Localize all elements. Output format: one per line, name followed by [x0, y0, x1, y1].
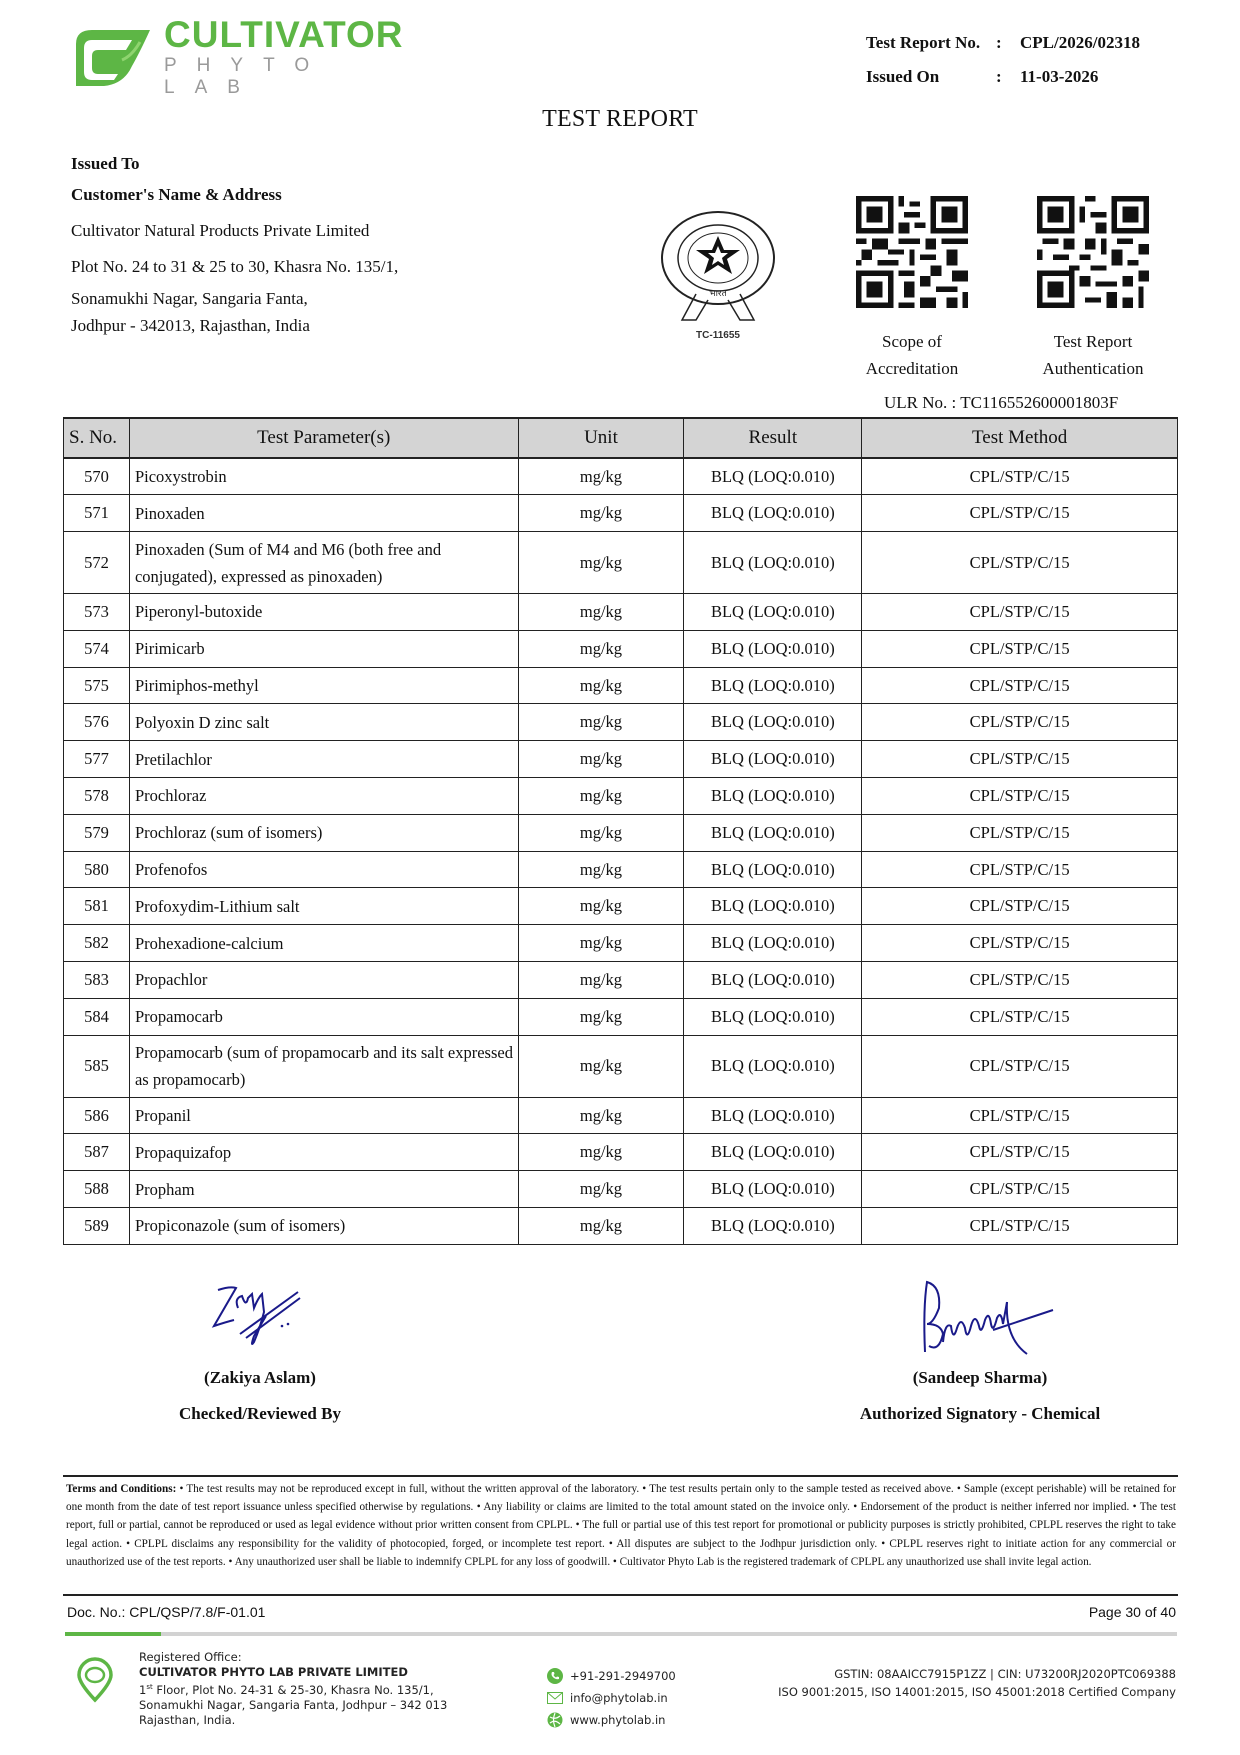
cell-parameter: Pinoxaden [129, 495, 518, 532]
signatory-name: (Sandeep Sharma) [912, 1368, 1048, 1387]
table-row [64, 630, 1178, 667]
signatory-signature-block [840, 1268, 1120, 1432]
email-icon [546, 1689, 564, 1707]
cell-result: BLQ (LOQ:0.010) [684, 1171, 862, 1208]
cell-method: CPL/STP/C/15 [862, 704, 1178, 741]
cell-unit: mg/kg [518, 1097, 684, 1134]
table-row [64, 851, 1178, 888]
cell-unit: mg/kg [518, 925, 684, 962]
cell-result: BLQ (LOQ:0.010) [684, 814, 862, 851]
table-row [64, 532, 1178, 594]
table-row [64, 667, 1178, 704]
terms-label: Terms and Conditions: [66, 1483, 177, 1495]
table-row [64, 962, 1178, 999]
cell-result: BLQ (LOQ:0.010) [684, 704, 862, 741]
cultivator-logo [70, 14, 420, 98]
office-label: Registered Office: [139, 1650, 242, 1664]
cell-parameter: Pirimiphos-methyl [129, 667, 518, 704]
cell-result: BLQ (LOQ:0.010) [684, 888, 862, 925]
leaf-logo-icon [70, 26, 154, 90]
company-identifiers [778, 1665, 1176, 1701]
ulr-label: ULR No. [884, 393, 948, 412]
contact-details [546, 1665, 676, 1731]
table-row [64, 814, 1178, 851]
brand-sub: PHYTO LAB [164, 55, 330, 98]
terms-text: • The test results may not be reproduced except in full, without the written approval of the laboratory. • The test results pertain only to the sample tested as received above. • Sample (except perishable) will be retained for one month from the date of test report issuance unless specified otherwise by regulations. • Any liability or claims are limited to the total amount stated on the invoice only. • Endorsement of the product is neither inferred nor implied. • The test report, full or partial, cannot be reproduced or used as legal evidence without prior written consent from CPLPL. • The full or partial use of this test report for promotional or publicity purposes is strictly prohibited, CPLPL reserves the right to take legal action. • CPLPL disclaims any responsibility for the validity of photocopied, forged, or incomplete test report. • All disputes are subject to the Jodhpur jurisdiction only. • CPLPL reserves right to initiate action for any commercial or unauthorized use of the test reports. • Any unauthorized user shall be liable to indemnify CPLPL for any loss of goodwill. • Cultivator Phyto Lab is the registered trademark of CPLPL any unauthorized use shall invite legal action. [66, 1483, 1176, 1568]
cell-parameter: Propanil [129, 1097, 518, 1134]
cell-result: BLQ (LOQ:0.010) [684, 495, 862, 532]
cell-method: CPL/STP/C/15 [862, 778, 1178, 815]
table-row [64, 925, 1178, 962]
column-header-result: Result [684, 418, 862, 458]
floor-number: 1 [139, 1682, 147, 1697]
globe-icon [546, 1711, 564, 1729]
cell-parameter: Profenofos [129, 851, 518, 888]
cell-sno: 577 [64, 741, 130, 778]
table-row [64, 998, 1178, 1035]
authentication-qr-code-icon[interactable] [1037, 196, 1149, 308]
cell-unit: mg/kg [518, 1134, 684, 1171]
cell-result: BLQ (LOQ:0.010) [684, 630, 862, 667]
cell-unit: mg/kg [518, 851, 684, 888]
reviewer-role: Checked/Reviewed By [179, 1404, 341, 1423]
terms-and-conditions [66, 1480, 1176, 1571]
cell-method: CPL/STP/C/15 [862, 667, 1178, 704]
cell-method: CPL/STP/C/15 [862, 1134, 1178, 1171]
results-table [63, 417, 1178, 1245]
address-line-3: Jodhpur - 342013, Rajasthan, India [71, 316, 310, 335]
cell-method: CPL/STP/C/15 [862, 741, 1178, 778]
cell-method: CPL/STP/C/15 [862, 1171, 1178, 1208]
column-header-sno: S. No. [64, 418, 130, 458]
table-row [64, 594, 1178, 631]
cell-unit: mg/kg [518, 532, 684, 594]
cell-sno: 574 [64, 630, 130, 667]
address-line-2: Sonamukhi Nagar, Sangaria Fanta, [71, 289, 308, 308]
customer-name: Cultivator Natural Products Private Limited [71, 221, 370, 240]
signatory-role: Authorized Signatory - Chemical [859, 1404, 1101, 1423]
scope-qr-caption [832, 328, 992, 382]
cell-parameter: Pinoxaden (Sum of M4 and M6 (both free and conjugated), expressed as pinoxaden) [129, 532, 518, 594]
cell-sno: 575 [64, 667, 130, 704]
office-address: Floor, Plot No. 24-31 & 25-30, Khasra No. 135/1, [152, 1682, 434, 1697]
table-row [64, 1208, 1178, 1245]
cell-unit: mg/kg [518, 704, 684, 741]
cell-unit: mg/kg [518, 630, 684, 667]
cell-unit: mg/kg [518, 667, 684, 704]
column-header-parameter: Test Parameter(s) [129, 418, 518, 458]
cell-result: BLQ (LOQ:0.010) [684, 851, 862, 888]
caption-line: Test Report [1053, 332, 1133, 351]
column-header-method: Test Method [862, 418, 1178, 458]
ulr-value: : TC116552600001803F [951, 393, 1119, 412]
table-row [64, 495, 1178, 532]
phone-icon [546, 1667, 564, 1685]
table-row [64, 1097, 1178, 1134]
cell-unit: mg/kg [518, 814, 684, 851]
caption-line: Scope of [882, 332, 942, 351]
reviewer-signature-block [150, 1268, 370, 1432]
cell-method: CPL/STP/C/15 [862, 814, 1178, 851]
cell-unit: mg/kg [518, 594, 684, 631]
cell-parameter: Pretilachlor [129, 741, 518, 778]
cell-sno: 581 [64, 888, 130, 925]
cell-parameter: Propachlor [129, 962, 518, 999]
cell-sno: 582 [64, 925, 130, 962]
cell-parameter: Propaquizafop [129, 1134, 518, 1171]
cell-sno: 570 [64, 458, 130, 495]
cell-method: CPL/STP/C/15 [862, 1208, 1178, 1245]
cell-unit: mg/kg [518, 741, 684, 778]
report-meta [866, 26, 1140, 94]
cell-parameter: Propiconazole (sum of isomers) [129, 1208, 518, 1245]
cell-parameter: Propamocarb [129, 998, 518, 1035]
authentication-qr-caption [1013, 328, 1173, 382]
issued-on-date: 11-03-2026 [1020, 67, 1099, 86]
reviewer-name: (Zakiya Aslam) [204, 1368, 316, 1387]
location-pin-icon [75, 1657, 115, 1708]
cell-sno: 578 [64, 778, 130, 815]
svg-text:भारत: भारत [709, 289, 727, 299]
cell-method: CPL/STP/C/15 [862, 594, 1178, 631]
office-line-1 [139, 1680, 447, 1698]
cell-method: CPL/STP/C/15 [862, 925, 1178, 962]
customer-heading: Customer's Name & Address [71, 185, 282, 204]
table-row [64, 778, 1178, 815]
report-number-label: Test Report No. [866, 33, 981, 52]
cell-result: BLQ (LOQ:0.010) [684, 1035, 862, 1097]
caption-line: Accreditation [865, 359, 959, 378]
cell-method: CPL/STP/C/15 [862, 1035, 1178, 1097]
cell-unit: mg/kg [518, 1208, 684, 1245]
cell-result: BLQ (LOQ:0.010) [684, 741, 862, 778]
table-row [64, 1035, 1178, 1097]
table-row [64, 1171, 1178, 1208]
footer-divider [65, 1632, 1177, 1636]
issued-to-heading: Issued To [71, 154, 140, 173]
table-row [64, 741, 1178, 778]
cell-unit: mg/kg [518, 1171, 684, 1208]
cell-unit: mg/kg [518, 962, 684, 999]
cell-sno: 585 [64, 1035, 130, 1097]
reviewer-signature-icon [200, 1268, 320, 1360]
office-line-2: Sonamukhi Nagar, Sangaria Fanta, Jodhpur – 342 013 [139, 1697, 448, 1712]
email-address[interactable]: info@phytolab.in [570, 1691, 668, 1705]
brand-name: CULTIVATOR [164, 14, 404, 55]
column-header-unit: Unit [518, 418, 684, 458]
table-row [64, 888, 1178, 925]
address-line-1: Plot No. 24 to 31 & 25 to 30, Khasra No. 135/1, [71, 257, 399, 276]
cell-result: BLQ (LOQ:0.010) [684, 1208, 862, 1245]
cell-method: CPL/STP/C/15 [862, 495, 1178, 532]
cell-sno: 587 [64, 1134, 130, 1171]
cell-method: CPL/STP/C/15 [862, 630, 1178, 667]
floor-suffix: st [146, 1683, 153, 1691]
issued-to-block [71, 150, 398, 339]
cell-method: CPL/STP/C/15 [862, 1097, 1178, 1134]
cell-method: CPL/STP/C/15 [862, 851, 1178, 888]
ulr-number [884, 393, 1118, 413]
table-header-row [64, 418, 1178, 458]
cell-unit: mg/kg [518, 495, 684, 532]
cell-sno: 573 [64, 594, 130, 631]
table-row [64, 1134, 1178, 1171]
cell-result: BLQ (LOQ:0.010) [684, 594, 862, 631]
separator: : [996, 33, 1002, 52]
cell-result: BLQ (LOQ:0.010) [684, 667, 862, 704]
cell-method: CPL/STP/C/15 [862, 888, 1178, 925]
cell-sno: 583 [64, 962, 130, 999]
gstin-cin: GSTIN: 08AAICC7915P1ZZ | CIN: U73200RJ2020PTC069388 [834, 1667, 1176, 1681]
cell-sno: 586 [64, 1097, 130, 1134]
cell-unit: mg/kg [518, 458, 684, 495]
page-number: Page 30 of 40 [1088, 1604, 1176, 1620]
cell-parameter: Picoxystrobin [129, 458, 518, 495]
caption-line: Authentication [1042, 359, 1144, 378]
cell-result: BLQ (LOQ:0.010) [684, 962, 862, 999]
cell-method: CPL/STP/C/15 [862, 962, 1178, 999]
cell-parameter: Propham [129, 1171, 518, 1208]
document-number: Doc. No.: CPL/QSP/7.8/F-01.01 [67, 1604, 266, 1620]
table-row [64, 704, 1178, 741]
cell-method: CPL/STP/C/15 [862, 998, 1178, 1035]
cell-result: BLQ (LOQ:0.010) [684, 458, 862, 495]
cell-method: CPL/STP/C/15 [862, 458, 1178, 495]
cell-parameter: Piperonyl-butoxide [129, 594, 518, 631]
scope-qr-code-icon[interactable] [856, 196, 968, 308]
cell-sno: 579 [64, 814, 130, 851]
cell-parameter: Prohexadione-calcium [129, 925, 518, 962]
nabl-accreditation-logo-icon [656, 208, 780, 348]
cell-parameter: Profoxydim-Lithium salt [129, 888, 518, 925]
divider [63, 1594, 1178, 1596]
table-row [64, 458, 1178, 495]
accreditation-code: TC-11655 [696, 330, 740, 341]
phone-number[interactable]: +91-291-2949700 [570, 1669, 676, 1683]
cell-sno: 580 [64, 851, 130, 888]
cell-result: BLQ (LOQ:0.010) [684, 532, 862, 594]
cell-parameter: Polyoxin D zinc salt [129, 704, 518, 741]
cell-sno: 588 [64, 1171, 130, 1208]
cell-parameter: Prochloraz (sum of isomers) [129, 814, 518, 851]
cell-result: BLQ (LOQ:0.010) [684, 778, 862, 815]
office-company: CULTIVATOR PHYTO LAB PRIVATE LIMITED [139, 1665, 408, 1679]
cell-parameter: Propamocarb (sum of propamocarb and its salt expressed as propamocarb) [129, 1035, 518, 1097]
cell-parameter: Prochloraz [129, 778, 518, 815]
footer-divider-accent [65, 1632, 161, 1636]
cell-sno: 571 [64, 495, 130, 532]
cell-unit: mg/kg [518, 998, 684, 1035]
registered-office [139, 1650, 447, 1728]
report-number: CPL/2026/02318 [1020, 33, 1140, 52]
cell-parameter: Pirimicarb [129, 630, 518, 667]
cell-method: CPL/STP/C/15 [862, 532, 1178, 594]
divider [63, 1475, 1178, 1477]
cell-result: BLQ (LOQ:0.010) [684, 1134, 862, 1171]
cell-unit: mg/kg [518, 1035, 684, 1097]
cell-result: BLQ (LOQ:0.010) [684, 925, 862, 962]
iso-certifications: ISO 9001:2015, ISO 14001:2015, ISO 45001:2018 Certified Company [778, 1685, 1176, 1699]
cell-result: BLQ (LOQ:0.010) [684, 1097, 862, 1134]
issued-on-label: Issued On [866, 67, 940, 86]
page-title: TEST REPORT [542, 106, 698, 132]
cell-sno: 576 [64, 704, 130, 741]
cell-sno: 589 [64, 1208, 130, 1245]
website-link[interactable]: www.phytolab.in [570, 1713, 666, 1727]
separator: : [996, 67, 1002, 86]
cell-result: BLQ (LOQ:0.010) [684, 998, 862, 1035]
office-line-3: Rajasthan, India. [139, 1712, 236, 1727]
cell-unit: mg/kg [518, 888, 684, 925]
signatory-signature-icon [895, 1268, 1065, 1360]
cell-sno: 572 [64, 532, 130, 594]
cell-sno: 584 [64, 998, 130, 1035]
cell-unit: mg/kg [518, 778, 684, 815]
